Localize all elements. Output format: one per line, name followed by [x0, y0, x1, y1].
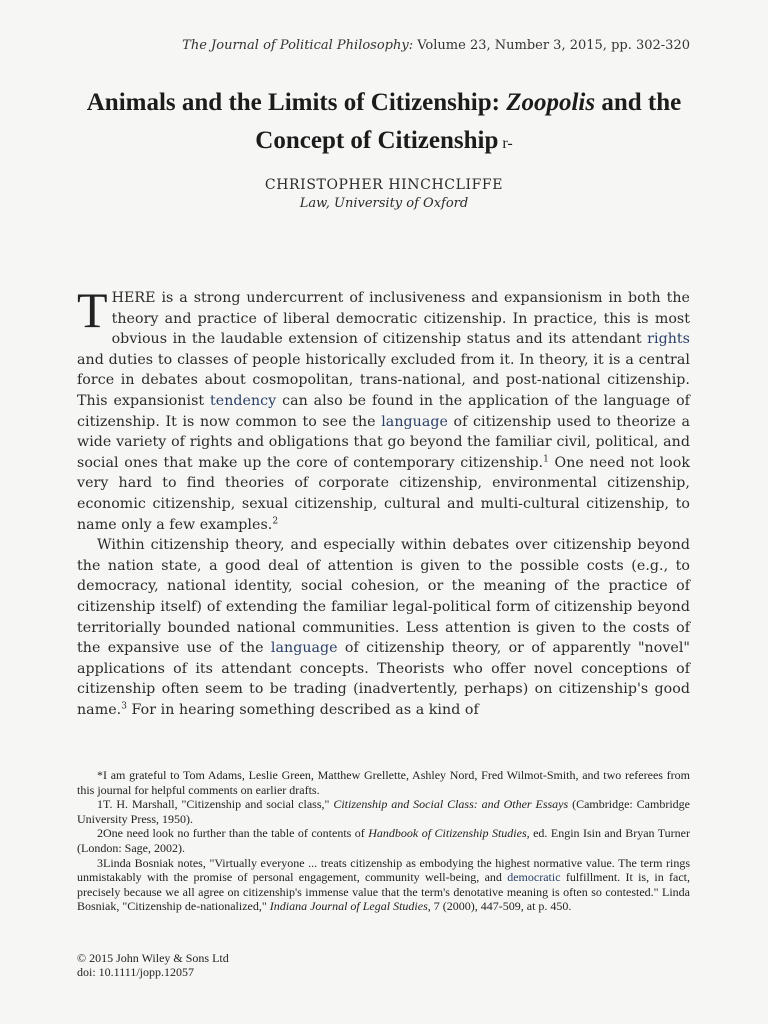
footnote-2 — [77, 826, 690, 855]
footnote-3-text-b: fulfillment. It is, in fact, precisely because we all agree on citizenship's immense value that the term's denotative meaning is often so contested." Linda Bosniak, "Citizenship de-nationalized," — [77, 870, 690, 914]
paragraph-2 — [77, 535, 690, 720]
body-text — [77, 282, 690, 720]
footnote-3-italic: Indiana Journal of Legal Studies, — [269, 899, 431, 914]
article-title — [70, 84, 698, 163]
footnote-1-mark: 1T. — [97, 797, 113, 812]
issue-info: Volume 23, Number 3, 2015, pp. 302-320 — [417, 38, 690, 53]
footnote-ref-3[interactable]: 3 — [121, 701, 127, 712]
p2-text-b: of citizenship theory, or of apparently "novel" applications of its attendant concepts. Theorists who offer novel conceptions of citizenship often seem to be trading (inadvertently, perhaps) on citizenship's good name. — [77, 640, 690, 718]
title-part-2: and the Concept of Citizenship — [255, 89, 682, 154]
running-head — [182, 38, 690, 53]
footnote-ref-2[interactable]: 2 — [272, 515, 279, 526]
footnote-3-democratic: democratic — [507, 870, 561, 885]
journal-name: The Journal of Political Philosophy: — [182, 38, 414, 53]
footnote-1-text-a: H. Marshall, "Citizenship and social class," — [112, 797, 334, 812]
author-affiliation: Law, University of Oxford — [299, 196, 469, 211]
copyright-block — [77, 951, 229, 979]
drop-cap: T — [77, 282, 108, 338]
footnote-2-text-a: need look no further than the table of contents of — [123, 826, 369, 841]
p1-tendency: tendency — [210, 392, 277, 409]
p2-text-c: For in hearing something described as a kind of — [127, 701, 479, 718]
paragraph-1 — [77, 282, 690, 535]
author-name: CHRISTOPHER HINCHCLIFFE — [264, 177, 504, 193]
footnote-1-italic: Citizenship and Social Class: and Other Essays — [333, 797, 569, 812]
footnote-3-text-c: 7 (2000), 447-509, at p. 450. — [430, 899, 572, 914]
footnote-star: *I am grateful to Tom Adams, Leslie Green, Matthew Grellette, Ashley Nord, Fred Wilmot-Smith, and two referees from this journal for helpful comments on earlier drafts. — [77, 768, 690, 797]
p2-language: language — [270, 640, 338, 657]
p2-text-a: Within citizenship theory, and especially within debates over citizenship beyond the nation state, a good deal of attention is given to the possible costs (e.g., to democracy, national identity, social cohesion, or the meaning of the practice of citizenship itself) of extending the familiar legal-political form of citizenship beyond territorially bounded national communities. Less attention is given to the costs of the expansive use of the — [77, 537, 690, 657]
footnote-3 — [77, 856, 690, 914]
p1-text-b: and duties to classes of people historically excluded from it. In theory, it is a central force in debates about cosmopolitan, trans-national, and post-national citizenship. This expansionist — [77, 351, 690, 409]
footnote-3-mark: 3Linda — [97, 855, 131, 870]
p1-text-a: HERE is a strong undercurrent of inclusiveness and expansionism in both the theory and practice of liberal democratic citizenship. In practice, this is most obvious in the laudable extension of citizenship status and its attendant — [111, 290, 690, 348]
footnote-3-text-a: Bosniak notes, "Virtually everyone ... treats citizenship as embodying the highest normative value. The term rings unmistakably with the promise of personal engagement, community well-being, and — [77, 855, 690, 885]
doi-line[interactable]: doi: 10.1111/jopp.12057 — [77, 965, 194, 979]
title-italic: Zoopolis — [506, 89, 596, 116]
title-part-1: Animals and the Limits of Citizenship: — [86, 89, 500, 116]
p1-language: language — [381, 413, 448, 430]
p1-rights: rights — [647, 331, 690, 348]
footnote-2-text-b: ed. Engin Isin and Bryan Turner (London: Sage, 2002). — [77, 826, 691, 855]
p1-text-d: of citizenship used to theorize a wide variety of rights and obligations that go beyond the familiar civil, political, and social ones that make up the core of contemporary citizenship. — [77, 413, 690, 471]
footnote-1 — [77, 797, 690, 826]
footnotes — [77, 768, 690, 914]
title-footnote-mark: r- — [502, 135, 513, 152]
copyright-line: © 2015 John Wiley & Sons Ltd — [77, 951, 229, 965]
p1-text-e: One need not look very hard to find theories of corporate citizenship, environmental citizenship, economic citizenship, sexual citizenship, cultural and multi-cultural citizenship, to name only a few examples. — [77, 454, 690, 533]
footnote-2-italic: Handbook of Citizenship Studies, — [368, 826, 530, 841]
footnote-1-text-b: (Cambridge: Cambridge University Press, 1950). — [77, 797, 690, 826]
footnote-ref-1[interactable]: 1 — [543, 454, 549, 465]
p1-text-c: can also be found in the application of the language of citizenship. It is now common to see the — [77, 392, 690, 430]
footnote-2-mark: 2One — [97, 826, 123, 841]
